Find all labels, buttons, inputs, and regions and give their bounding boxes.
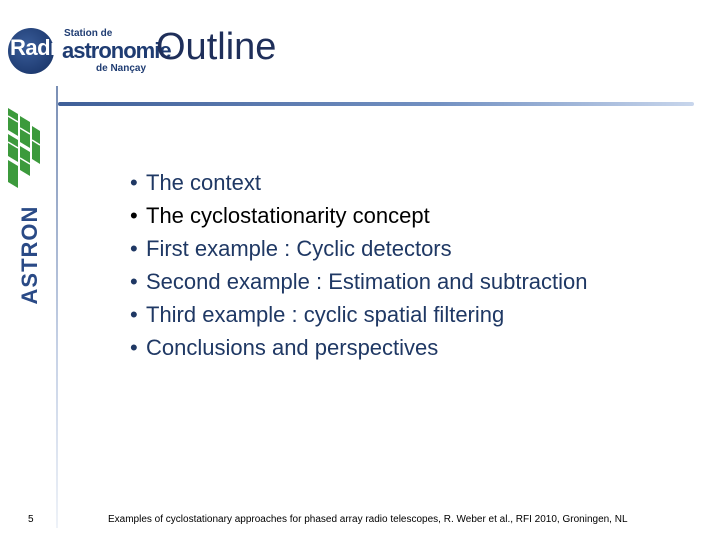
bullet-glyph: •: [130, 236, 138, 261]
astron-logo-text: ASTRON: [17, 205, 42, 305]
logo-nancay-text: de Nançay: [96, 63, 147, 74]
orleans-emblem-icon: [4, 106, 56, 194]
astron-logo: [10, 206, 50, 306]
slide-title: Outline: [156, 26, 277, 68]
list-item-text: Conclusions and perspectives: [146, 335, 439, 360]
bullet-glyph: •: [130, 335, 138, 360]
bullet-glyph: •: [130, 203, 138, 228]
universite-orleans-logo: [4, 106, 56, 194]
bullet-glyph: •: [130, 269, 138, 294]
logo-radio-text: Radio: [10, 35, 69, 60]
sidebar-divider: [56, 86, 58, 528]
list-item: [130, 331, 587, 364]
list-item-text: Second example : Estimation and subtraction: [146, 269, 588, 294]
list-item-text: The context: [146, 170, 261, 195]
list-item: [130, 265, 587, 298]
list-item: [130, 298, 587, 331]
radio-astronomie-logo: [4, 22, 171, 82]
bullet-glyph: •: [130, 302, 138, 327]
list-item-text: First example : Cyclic detectors: [146, 236, 452, 261]
logo-astronomie-text: astronomie: [62, 38, 171, 63]
outline-list: [130, 166, 587, 364]
list-item-text: Third example : cyclic spatial filtering: [146, 302, 505, 327]
list-item: [130, 199, 587, 232]
list-item-text: The cyclostationarity concept: [146, 203, 430, 228]
header-divider: [58, 102, 694, 106]
footer-citation: Examples of cyclostationary approaches for phased array radio telescopes, R. Weber et al., RFI 2010, Groningen, NL: [108, 514, 628, 525]
slide-number: 5: [28, 514, 34, 525]
list-item: [130, 232, 587, 265]
bullet-glyph: •: [130, 170, 138, 195]
list-item: [130, 166, 587, 199]
logo-station-text: Station de: [64, 28, 113, 39]
